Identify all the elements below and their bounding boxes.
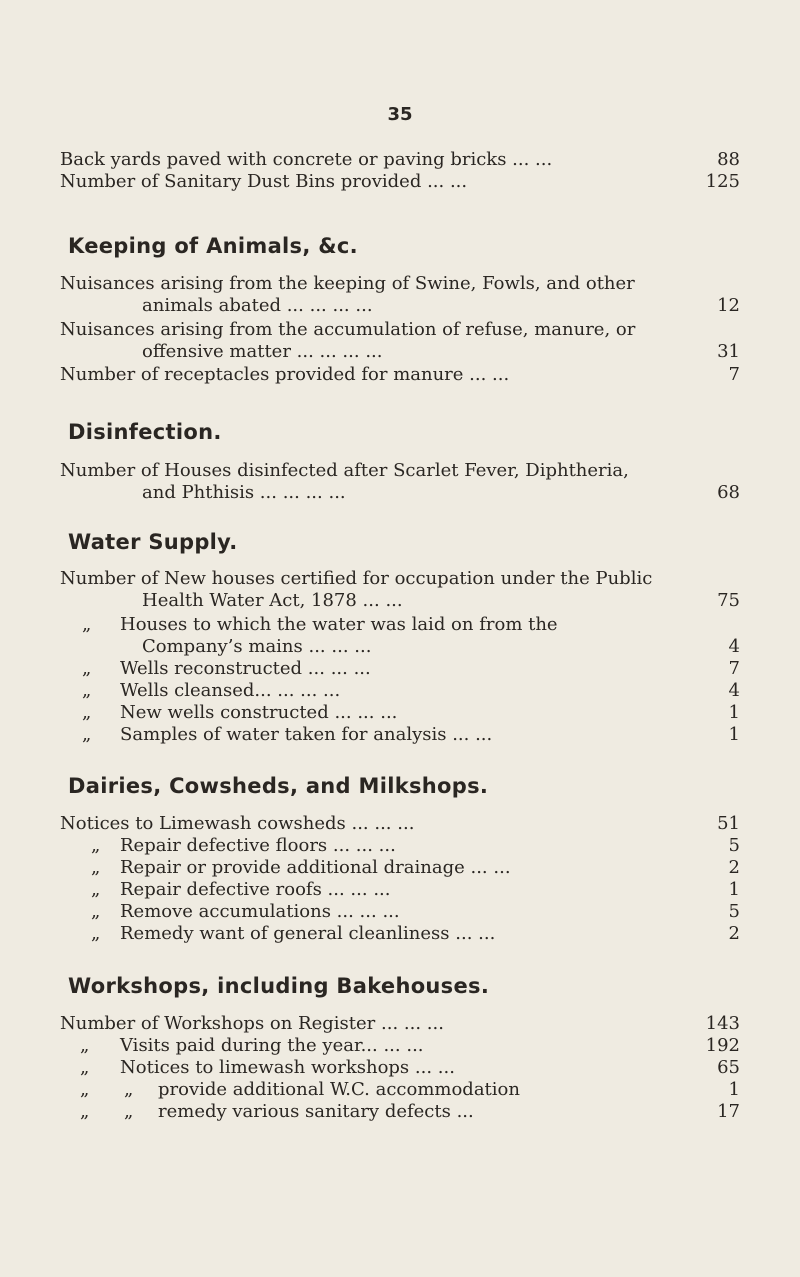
- dairies-accumulations-value: 5: [728, 901, 740, 922]
- dairies-heading: Dairies, Cowsheds, and Milkshops.: [68, 774, 489, 798]
- ditto-mark: „: [82, 614, 92, 635]
- ditto-mark: „: [124, 1101, 134, 1122]
- ditto-mark: „: [91, 901, 101, 922]
- workshops-defects-value: 17: [717, 1101, 740, 1122]
- disinfection-heading: Disinfection.: [68, 420, 222, 444]
- water-new-houses-text-2: Health Water Act, 1878 ... ...: [142, 590, 403, 611]
- water-new-wells-value: 1: [728, 702, 740, 723]
- workshops-limewash-text: Notices to limewash workshops ... ...: [120, 1057, 455, 1078]
- dairies-notices-text: Notices to Limewash cowsheds ... ... ...: [60, 813, 415, 834]
- water-new-wells-text: New wells constructed ... ... ...: [120, 702, 398, 723]
- dust-bins-value: 125: [705, 171, 740, 192]
- ditto-mark: „: [80, 1101, 90, 1122]
- water-samples-value: 1: [728, 724, 740, 745]
- animals-refuse-text-1: Nuisances arising from the accumulation of refuse, manure, or: [60, 319, 636, 340]
- animals-refuse-value: 31: [717, 341, 740, 362]
- disinfection-text-1: Number of Houses disinfected after Scarlet Fever, Diphtheria,: [60, 460, 629, 481]
- workshops-register-value: 143: [705, 1013, 740, 1034]
- dairies-drainage-text: Repair or provide additional drainage ... ...: [120, 857, 511, 878]
- water-laid-on-value: 4: [728, 636, 740, 657]
- water-wells-cleansed-value: 4: [728, 680, 740, 701]
- water-wells-reconstructed-value: 7: [728, 658, 740, 679]
- ditto-mark: „: [82, 680, 92, 701]
- ditto-mark: „: [91, 835, 101, 856]
- workshops-wc-text: provide additional W.C. accommodation: [158, 1079, 520, 1100]
- workshops-register-text: Number of Workshops on Register ... ... ...: [60, 1013, 444, 1034]
- water-new-houses-text-1: Number of New houses certified for occupation under the Public: [60, 568, 653, 589]
- disinfection-value: 68: [717, 482, 740, 503]
- water-new-houses-value: 75: [717, 590, 740, 611]
- animals-swine-text-2: animals abated ... ... ... ...: [142, 295, 373, 316]
- ditto-mark: „: [82, 702, 92, 723]
- water-wells-cleansed-text: Wells cleansed... ... ... ...: [120, 680, 341, 701]
- workshops-defects-text: remedy various sanitary defects ...: [158, 1101, 474, 1122]
- animals-refuse-text-2: offensive matter ... ... ... ...: [142, 341, 383, 362]
- ditto-mark: „: [82, 724, 92, 745]
- dairies-drainage-value: 2: [728, 857, 740, 878]
- water-wells-reconstructed-text: Wells reconstructed ... ... ...: [120, 658, 371, 679]
- ditto-mark: „: [80, 1035, 90, 1056]
- workshops-wc-value: 1: [728, 1079, 740, 1100]
- dairies-cleanliness-text: Remedy want of general cleanliness ... ...: [120, 923, 496, 944]
- dust-bins-text: Number of Sanitary Dust Bins provided ... ...: [60, 171, 468, 192]
- dairies-floors-text: Repair defective floors ... ... ...: [120, 835, 396, 856]
- dairies-floors-value: 5: [728, 835, 740, 856]
- water-heading: Water Supply.: [68, 530, 238, 554]
- water-laid-on-text-1: Houses to which the water was laid on from the: [120, 614, 558, 635]
- workshops-limewash-value: 65: [717, 1057, 740, 1078]
- ditto-mark: „: [91, 923, 101, 944]
- animals-swine-value: 12: [717, 295, 740, 316]
- page-number: 35: [387, 104, 413, 125]
- back-yards-text: Back yards paved with concrete or paving bricks ... ...: [60, 149, 553, 170]
- back-yards-value: 88: [717, 149, 740, 170]
- ditto-mark: „: [80, 1079, 90, 1100]
- animals-receptacles-text: Number of receptacles provided for manure ... ...: [60, 364, 510, 385]
- dairies-notices-value: 51: [717, 813, 740, 834]
- workshops-visits-text: Visits paid during the year... ... ...: [120, 1035, 424, 1056]
- ditto-mark: „: [91, 857, 101, 878]
- animals-receptacles-value: 7: [728, 364, 740, 385]
- workshops-heading: Workshops, including Bakehouses.: [68, 974, 490, 998]
- animals-heading: Keeping of Animals, &c.: [68, 234, 358, 258]
- ditto-mark: „: [91, 879, 101, 900]
- ditto-mark: „: [80, 1057, 90, 1078]
- water-samples-text: Samples of water taken for analysis ... ...: [120, 724, 493, 745]
- dairies-cleanliness-value: 2: [728, 923, 740, 944]
- ditto-mark: „: [82, 658, 92, 679]
- dairies-roofs-text: Repair defective roofs ... ... ...: [120, 879, 391, 900]
- water-laid-on-text-2: Company’s mains ... ... ...: [142, 636, 372, 657]
- ditto-mark: „: [124, 1079, 134, 1100]
- animals-swine-text-1: Nuisances arising from the keeping of Swine, Fowls, and other: [60, 273, 635, 294]
- dairies-accumulations-text: Remove accumulations ... ... ...: [120, 901, 400, 922]
- workshops-visits-value: 192: [705, 1035, 740, 1056]
- disinfection-text-2: and Phthisis ... ... ... ...: [142, 482, 346, 503]
- dairies-roofs-value: 1: [728, 879, 740, 900]
